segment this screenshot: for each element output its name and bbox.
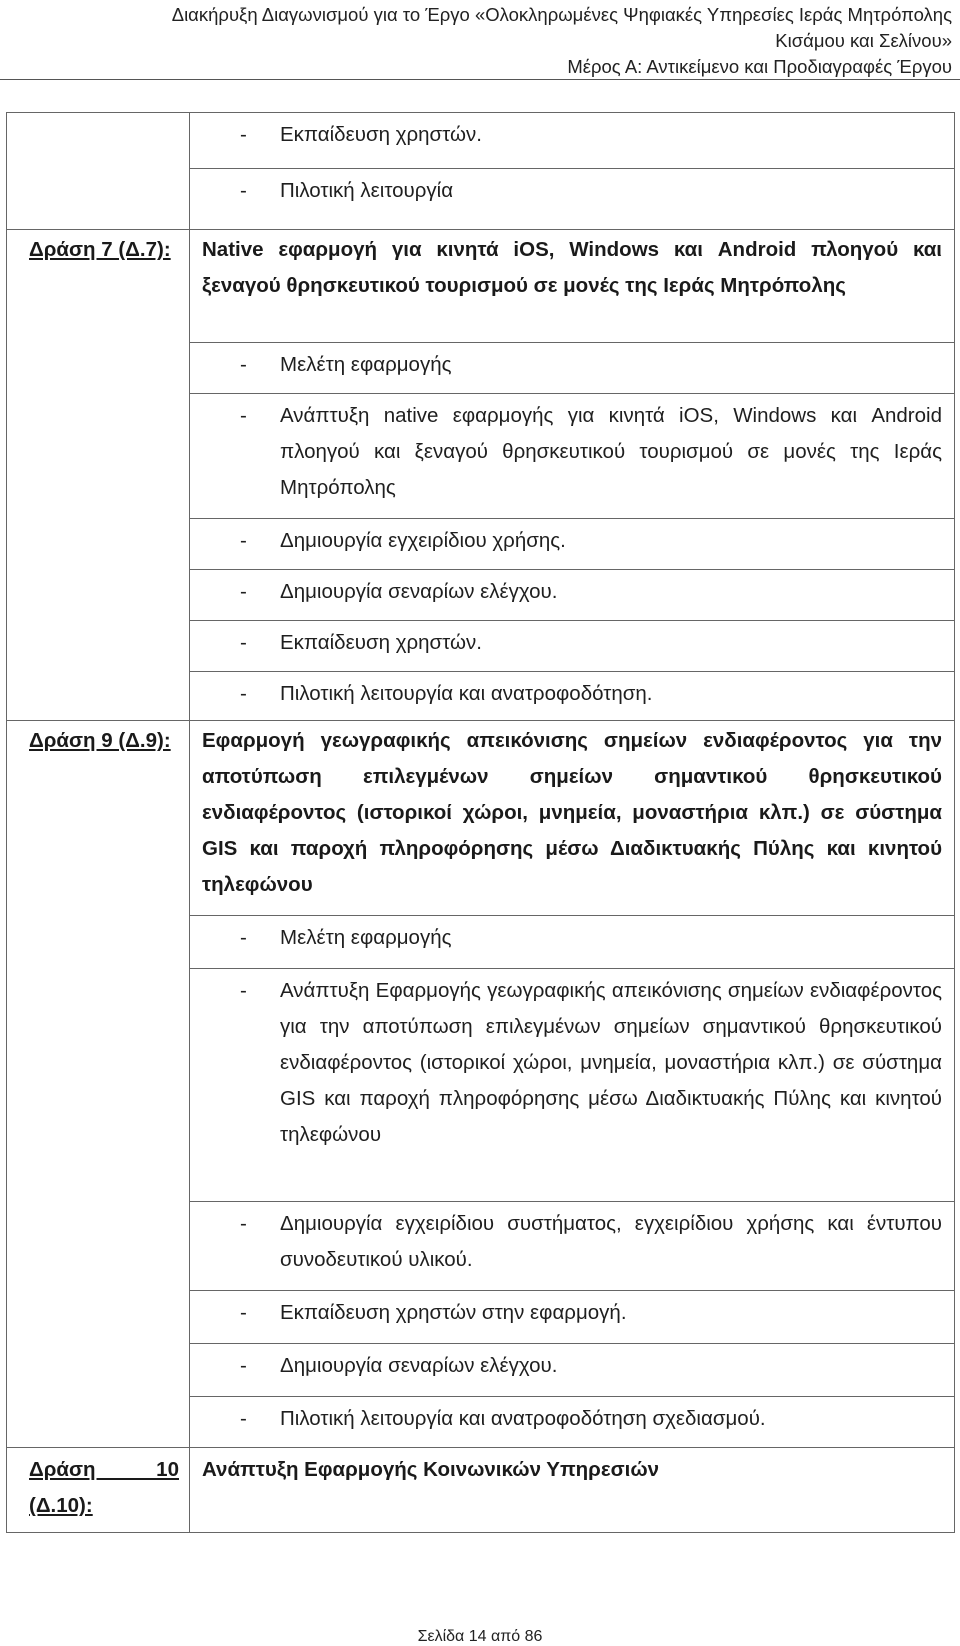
list-item xyxy=(190,113,955,169)
item-text: Εκπαίδευση χρηστών. xyxy=(280,631,482,654)
action-10-title: Ανάπτυξη Εφαρμογής Κοινωνικών Υπηρεσιών xyxy=(202,1458,660,1481)
header-line-3: Μέρος Α: Αντικείμενο και Προδιαγραφές Έργου xyxy=(567,56,952,77)
item-text: Δημιουργία σεναρίων ελέγχου. xyxy=(280,1354,558,1377)
label-cell-empty xyxy=(7,113,190,230)
list-item xyxy=(190,1291,955,1344)
list-item xyxy=(190,1202,955,1291)
table-row xyxy=(7,721,955,916)
list-item xyxy=(190,343,955,394)
list-item xyxy=(190,1397,955,1448)
dash: - xyxy=(240,179,247,202)
table-row xyxy=(7,230,955,343)
action-9-title-cell xyxy=(190,721,955,916)
action-9-label-cell xyxy=(7,721,190,1448)
dash: - xyxy=(240,979,247,1002)
action-9-label: Δράση 9 (Δ.9): xyxy=(29,729,171,752)
header-divider xyxy=(0,79,960,80)
action-7-label: Δράση 7 (Δ.7): xyxy=(29,238,171,261)
list-item xyxy=(190,169,955,230)
dash: - xyxy=(240,631,247,654)
action-7-label-cell xyxy=(7,230,190,721)
list-item xyxy=(190,394,955,519)
actions-table xyxy=(6,112,955,1533)
dash: - xyxy=(240,404,247,427)
list-item xyxy=(190,1344,955,1397)
action-7-title-cell xyxy=(190,230,955,343)
action-7-title: Native εφαρμογή για κινητά iOS, Windows και Android πλοηγού και ξεναγού θρησκευτικού τουρισμού σε μονές της Ιεράς Μητρόπολης xyxy=(202,238,942,297)
dash: - xyxy=(240,580,247,603)
table-row xyxy=(7,1448,955,1533)
list-item xyxy=(190,621,955,672)
action-10-label-cell xyxy=(7,1448,190,1533)
page-number: Σελίδα 14 από 86 xyxy=(417,1628,543,1645)
header-line-2: Κισάμου και Σελίνου» xyxy=(775,30,952,51)
action-10-title-cell xyxy=(190,1448,955,1533)
item-text: Πιλοτική λειτουργία xyxy=(280,179,454,202)
dash: - xyxy=(240,1354,247,1377)
dash: - xyxy=(240,1407,247,1430)
dash: - xyxy=(240,1301,247,1324)
action-9-title: Εφαρμογή γεωγραφικής απεικόνισης σημείων ενδιαφέροντος για την αποτύπωση επιλεγμένων σημείων σημαντικού θρησκευτικού ενδιαφέροντος (ιστορικοί χώροι, μνημεία, μοναστήρια κλπ.) σε σύστημα GIS και παροχή πληροφόρησης μέσω Διαδικτυακής Πύλης και κινητού τηλεφώνου xyxy=(202,729,942,896)
list-item xyxy=(190,570,955,621)
item-text: Πιλοτική λειτουργία και ανατροφοδότηση. xyxy=(280,682,653,705)
action-10-label-line1: Δράση 10 xyxy=(29,1458,179,1481)
item-text: Μελέτη εφαρμογής xyxy=(280,926,452,949)
item-text: Δημιουργία εγχειρίδιου συστήματος, εγχειρίδιου χρήσης και έντυπου συνοδευτικού υλικού. xyxy=(280,1212,942,1271)
item-text: Πιλοτική λειτουργία και ανατροφοδότηση σχεδιασμού. xyxy=(280,1407,766,1430)
item-text: Δημιουργία εγχειρίδιου χρήσης. xyxy=(280,529,566,552)
list-item xyxy=(190,969,955,1202)
item-text: Ανάπτυξη Εφαρμογής γεωγραφικής απεικόνισης σημείων ενδιαφέροντος για την αποτύπωση επιλεγμένων σημείων σημαντικού θρησκευτικού ενδιαφέροντος (ιστορικοί χώροι, μνημεία, μοναστήρια κλπ.) σε σύστημα GIS και παροχή πληροφόρησης μέσω Διαδικτυακής Πύλης και κινητού τηλεφώνου xyxy=(280,979,942,1146)
dash: - xyxy=(240,353,247,376)
item-text: Εκπαίδευση χρηστών στην εφαρμογή. xyxy=(280,1301,627,1324)
item-text: Μελέτη εφαρμογής xyxy=(280,353,452,376)
item-text: Εκπαίδευση χρηστών. xyxy=(280,123,482,146)
list-item xyxy=(190,672,955,721)
action-10-label xyxy=(7,1448,189,1524)
dash: - xyxy=(240,123,247,146)
document-header xyxy=(52,2,952,80)
list-item xyxy=(190,916,955,969)
table-row xyxy=(7,113,955,169)
action-10-label-line2: (Δ.10): xyxy=(29,1494,93,1517)
dash: - xyxy=(240,1212,247,1235)
header-line-1: Διακήρυξη Διαγωνισμού για το Έργο «Ολοκληρωμένες Ψηφιακές Υπηρεσίες Ιεράς Μητρόπολης xyxy=(171,4,952,25)
list-item xyxy=(190,519,955,570)
dash: - xyxy=(240,926,247,949)
item-text: Ανάπτυξη native εφαρμογής για κινητά iOS, Windows και Android πλοηγού και ξεναγού θρησκευτικού τουρισμού σε μονές της Ιεράς Μητρόπολης xyxy=(280,404,942,499)
dash: - xyxy=(240,529,247,552)
dash: - xyxy=(240,682,247,705)
item-text: Δημιουργία σεναρίων ελέγχου. xyxy=(280,580,558,603)
